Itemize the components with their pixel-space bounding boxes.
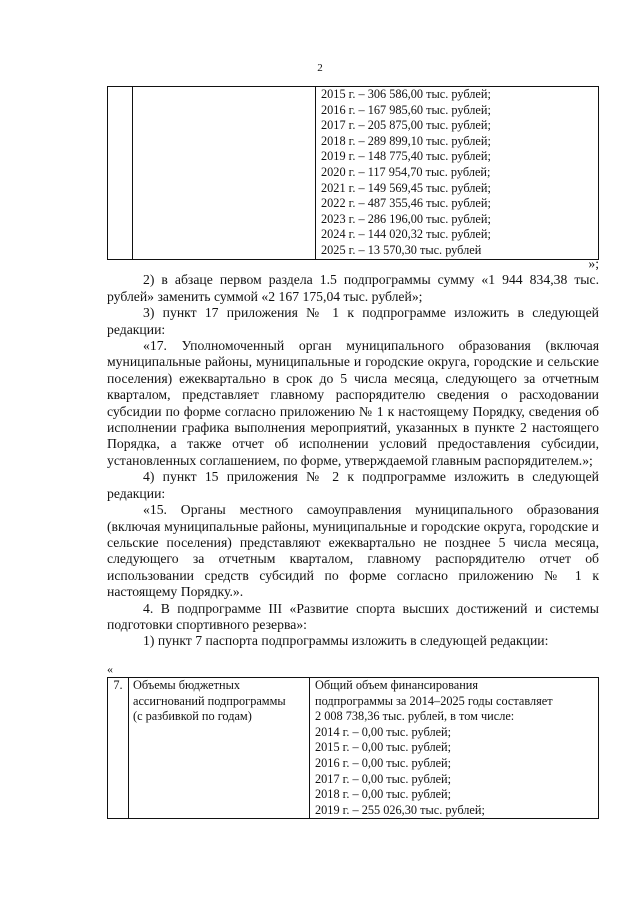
funding-table-continued [107, 86, 599, 260]
funding-line: 2022 г. – 487 355,46 тыс. рублей; [321, 196, 491, 211]
funding-line: 2021 г. – 149 569,45 тыс. рублей; [321, 180, 491, 195]
value-line: 2017 г. – 0,00 тыс. рублей; [315, 771, 452, 786]
paragraph-subprogram-3: 4. В подпрограмме III «Развитие спорта высших достижений и системы подготовки спортивного резерва»: [107, 600, 599, 632]
paragraph-item-15-text: «15. Органы местного самоуправления муниципального образования (включая муниципальные районы, муниципальные и городские округа, городские и сельские поселения) представляют ежеквартально не позднее 5 числа месяца, следующего за отчетным кварталом, главному распорядителю отчет об использовании средств субсидий по форме согласно приложению № 1 к настоящему Порядку.». [107, 502, 599, 600]
value-line: 2014 г. – 0,00 тыс. рублей; [315, 724, 452, 739]
funding-line: 2017 г. – 205 875,00 тыс. рублей; [321, 118, 491, 133]
label-line: ассигнований подпрограммы [133, 693, 286, 708]
paragraph-item-17-intro: 3) пункт 17 приложения № 1 к подпрограмме изложить в следующей редакции: [107, 305, 599, 337]
table-cell-values [316, 87, 599, 260]
open-quote: « [107, 662, 113, 676]
paragraph-amount-change: 2) в абзаце первом раздела 1.5 подпрограммы сумму «1 944 834,38 тыс. рублей» заменить суммой «2 167 175,04 тыс. рублей»; [107, 272, 599, 304]
funding-line: 2023 г. – 286 196,00 тыс. рублей; [321, 211, 491, 226]
value-line: подпрограммы за 2014–2025 годы составляет [315, 693, 553, 708]
value-line: 2016 г. – 0,00 тыс. рублей; [315, 755, 452, 770]
value-line: 2015 г. – 0,00 тыс. рублей; [315, 740, 452, 755]
paragraph-passport-item-7: 1) пункт 7 паспорта подпрограммы изложить в следующей редакции: [143, 633, 549, 649]
table-cell-number [108, 87, 133, 260]
funding-table-new [107, 677, 599, 819]
value-line: Общий объем финансирования [315, 678, 479, 692]
table-cell-number: 7. [108, 678, 129, 819]
funding-line: 2016 г. – 167 985,60 тыс. рублей; [321, 102, 491, 117]
table-cell-label [129, 678, 310, 819]
table-cell-label [133, 87, 316, 260]
document-body [107, 256, 599, 650]
funding-line: 2020 г. – 117 954,70 тыс. рублей; [321, 164, 491, 179]
value-line: 2019 г. – 255 026,30 тыс. рублей; [315, 802, 485, 817]
table-cell-values [310, 678, 599, 819]
paragraph-item-17-text: «17. Уполномоченный орган муниципального образования (включая муниципальные районы, муниципальные и городские округа, городские и сельские поселения) ежеквартально в срок до 5 числа месяца, следующего за отчетным кварталом, представляет главному распорядителю сведения о расходовании субсидии по форме согласно приложению № 1 к настоящему Порядку, сведения об исполнении графика выполнения мероприятий, указанных в пункте 2 настоящего Порядка, а также отчет об исполнении условий предоставления субсидии, установленных соглашением, по форме, утверждаемой главным распорядителем.»; [107, 338, 599, 468]
value-line: 2 008 738,36 тыс. рублей, в том числе: [315, 709, 515, 724]
funding-line: 2018 г. – 289 899,10 тыс. рублей; [321, 133, 491, 148]
label-line: Объемы бюджетных [133, 678, 240, 692]
funding-line: 2025 г. – 13 570,30 тыс. рублей [321, 242, 482, 257]
closing-quote: »; [588, 256, 599, 271]
funding-line: 2015 г. – 306 586,00 тыс. рублей; [321, 87, 491, 101]
paragraph-item-15-intro: 4) пункт 15 приложения № 2 к подпрограмме изложить в следующей редакции: [107, 469, 599, 501]
value-line: 2018 г. – 0,00 тыс. рублей; [315, 787, 452, 802]
funding-line: 2024 г. – 144 020,32 тыс. рублей; [321, 227, 491, 242]
page-number: 2 [317, 62, 323, 74]
funding-line: 2019 г. – 148 775,40 тыс. рублей; [321, 149, 491, 164]
label-line: (с разбивкой по годам) [133, 709, 252, 724]
